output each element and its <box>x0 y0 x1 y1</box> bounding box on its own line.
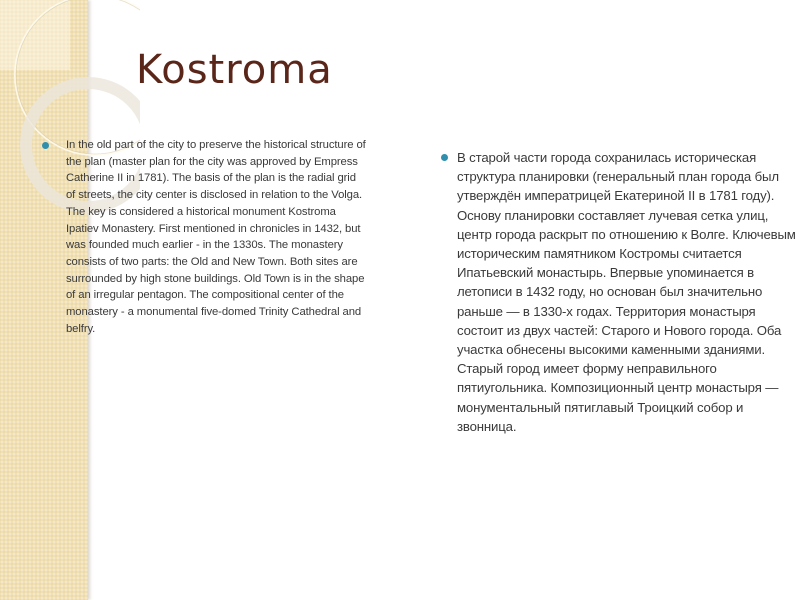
bullet-dot-icon <box>42 142 49 149</box>
russian-bullet-item <box>457 148 797 436</box>
russian-text-column <box>457 148 797 436</box>
english-paragraph: In the old part of the city to preserve the historical structure of the plan (master plan for the city was approved by Empress Catherine II in 1781). The basis of the plan is the radial grid of streets, the city center is disclosed in relation to the Volga. The key is considered a historical monument Kostroma Ipatiev Monastery. First mentioned in chronicles in 1432, but was founded much earlier - in the 1330s. The monastery consists of two parts: the Old and New Town. Both sites are surrounded by high stone buildings. Old Town is in the shape of an irregular pentagon. The compositional center of the monastery - a monumental five-domed Trinity Cathedral and belfry. <box>66 139 366 335</box>
russian-paragraph: В старой части города сохранилась историческая структура планировки (генеральный план города был утверждён императрицей Екатериной II в 1781 году). Основу планировки составляет лучевая сетка улиц, центр города раскрыт по отношению к Волге. Ключевым историческим памятником Костромы считается Ипатьевский монастырь. Впервые упоминается в летописи в 1432 году, но основан был значительно раньше — в 1330-х годах. Территория монастыря состоит из двух частей: Старого и Нового города. Оба участка обнесены высокими каменными зданиями. Старый город имеет форму неправильного пятиугольника. Композиционный центр монастыря — монументальный пятиглавый Троицкий собор и звонница. <box>457 150 796 434</box>
english-bullet-item <box>66 137 366 337</box>
slide-title: Kostroma <box>136 47 333 93</box>
bullet-dot-icon <box>441 154 448 161</box>
english-text-column <box>66 137 366 337</box>
